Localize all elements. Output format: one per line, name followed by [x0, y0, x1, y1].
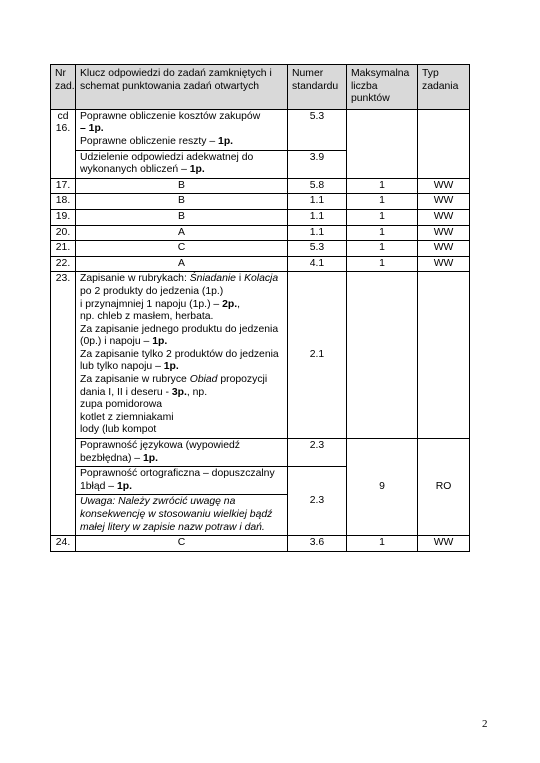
max-points: 1: [347, 256, 418, 272]
standard-number: 2.3: [288, 439, 347, 467]
standard-number: 5.8: [288, 178, 347, 194]
points-text: 1p.: [163, 361, 179, 373]
criteria-italic: Śniadanie: [189, 273, 236, 285]
answer: B: [76, 194, 288, 210]
max-points: 9: [347, 439, 418, 536]
task-type-cell: [418, 109, 470, 178]
standard-number: 5.3: [288, 109, 347, 150]
max-points: 1: [347, 241, 418, 257]
answer: A: [76, 256, 288, 272]
table-row: [51, 536, 470, 552]
criteria-text: Za zapisanie jednego produktu do jedzenia (0p.) i napoju –: [80, 323, 279, 348]
criteria-text: i: [235, 273, 245, 285]
header-numer-standardu: Numer standardu: [288, 65, 347, 110]
table-row: [51, 194, 470, 210]
points-text: 2p.: [222, 298, 238, 310]
points-text: 1p.: [189, 164, 205, 176]
max-points-cell: [347, 109, 418, 178]
criteria-text: ,: [237, 298, 240, 310]
table-row: [51, 178, 470, 194]
answer-criteria: [76, 467, 288, 495]
table-row: [51, 439, 470, 467]
answer-criteria: [76, 439, 288, 467]
criteria-text: Za zapisanie tylko 2 produktów do jedzenia lub tylko napoju –: [80, 348, 279, 373]
standard-number: 4.1: [288, 256, 347, 272]
header-max-punktow: Maksymalna liczba punktów: [347, 65, 418, 110]
criteria-text: Poprawność językowa (wypowiedź bezbłędna) –: [80, 440, 240, 464]
task-number: 23.: [51, 272, 76, 536]
answer: C: [76, 536, 288, 552]
task-number: cd 16.: [51, 109, 76, 178]
standard-number: 3.9: [288, 150, 347, 178]
criteria-text: Poprawne obliczenie kosztów zakupów: [80, 110, 261, 122]
header-nr: Nr zad.: [51, 65, 76, 110]
criteria-text: po 2 produkty do jedzenia (1p.): [80, 285, 224, 297]
points-text: – 1p.: [80, 123, 104, 135]
note-text: Uwaga: Należy zwrócić uwagę na konsekwencję w stosowaniu wielkiej bądź małej litery w zapisie nazw potraw i dań.: [80, 496, 273, 533]
max-points: 1: [347, 225, 418, 241]
table-row: [51, 241, 470, 257]
answer: C: [76, 241, 288, 257]
task-type: WW: [418, 536, 470, 552]
answer-criteria: [76, 272, 288, 439]
task-number: 22.: [51, 256, 76, 272]
criteria-italic: Obiad: [189, 374, 218, 386]
answer: B: [76, 178, 288, 194]
points-text: 1p.: [116, 480, 132, 492]
task-number: 17.: [51, 178, 76, 194]
answer: A: [76, 225, 288, 241]
task-number: 19.: [51, 209, 76, 225]
header-klucz: Klucz odpowiedzi do zadań zamkniętych i schemat punktowania zadań otwartych: [76, 65, 288, 110]
standard-number: 3.6: [288, 536, 347, 552]
page-number: 2: [482, 718, 488, 730]
max-points: 1: [347, 536, 418, 552]
criteria-text: propozycji dania I, II i deseru -: [80, 374, 268, 398]
criteria-text: Udzielenie odpowiedzi adekwatnej do wykonanych obliczeń –: [80, 151, 254, 176]
task-number: 18.: [51, 194, 76, 210]
task-type: WW: [418, 256, 470, 272]
task-type: RO: [418, 439, 470, 536]
answer-criteria: [76, 150, 288, 178]
standard-number: 1.1: [288, 194, 347, 210]
answer: B: [76, 209, 288, 225]
table-header-row: [51, 65, 470, 110]
criteria-text: i przynajmniej 1 napoju (1p.) –: [80, 298, 223, 310]
criteria-text: Poprawność ortograficzna – dopuszczalny 1błąd –: [80, 468, 275, 492]
table-row: [51, 209, 470, 225]
table-row: [51, 109, 470, 150]
answer-key-table: [50, 64, 470, 552]
answer-criteria: [76, 109, 288, 150]
standard-number: 1.1: [288, 225, 347, 241]
points-text: 3p.: [171, 386, 187, 398]
points-text: 1p.: [142, 452, 158, 464]
points-text: 1p.: [218, 135, 234, 147]
criteria-text: lody (lub kompot: [80, 424, 157, 436]
task-type: WW: [418, 225, 470, 241]
criteria-text: Poprawne obliczenie reszty –: [80, 135, 219, 147]
task-type: WW: [418, 178, 470, 194]
max-points: 1: [347, 178, 418, 194]
points-text: 1p.: [152, 336, 168, 348]
task-number: 20.: [51, 225, 76, 241]
max-points-upper: [347, 272, 418, 439]
standard-number: 1.1: [288, 209, 347, 225]
task-type: WW: [418, 194, 470, 210]
criteria-text: np. chleb z masłem, herbata.: [80, 311, 214, 323]
task-number: 21.: [51, 241, 76, 257]
task-type: WW: [418, 241, 470, 257]
standard-number: 2.1: [288, 272, 347, 439]
criteria-text: Za zapisanie w rubryce: [80, 374, 190, 386]
task-type: WW: [418, 209, 470, 225]
criteria-text: Zapisanie w rubrykach:: [80, 273, 190, 285]
max-points: 1: [347, 209, 418, 225]
criteria-italic: Kolacja: [244, 273, 279, 285]
table-row: [51, 272, 470, 439]
table-row: [51, 225, 470, 241]
criteria-text: , np.: [186, 386, 208, 398]
table-row: [51, 256, 470, 272]
max-points: 1: [347, 194, 418, 210]
task-type-upper: [418, 272, 470, 439]
criteria-text: kotlet z ziemniakami: [80, 411, 174, 423]
standard-number: 5.3: [288, 241, 347, 257]
criteria-text: zupa pomidorowa: [80, 399, 163, 411]
answer-note: [76, 495, 288, 536]
standard-number: 2.3: [288, 467, 347, 536]
header-typ-zadania: Typ zadania: [418, 65, 470, 110]
task-number: 24.: [51, 536, 76, 552]
